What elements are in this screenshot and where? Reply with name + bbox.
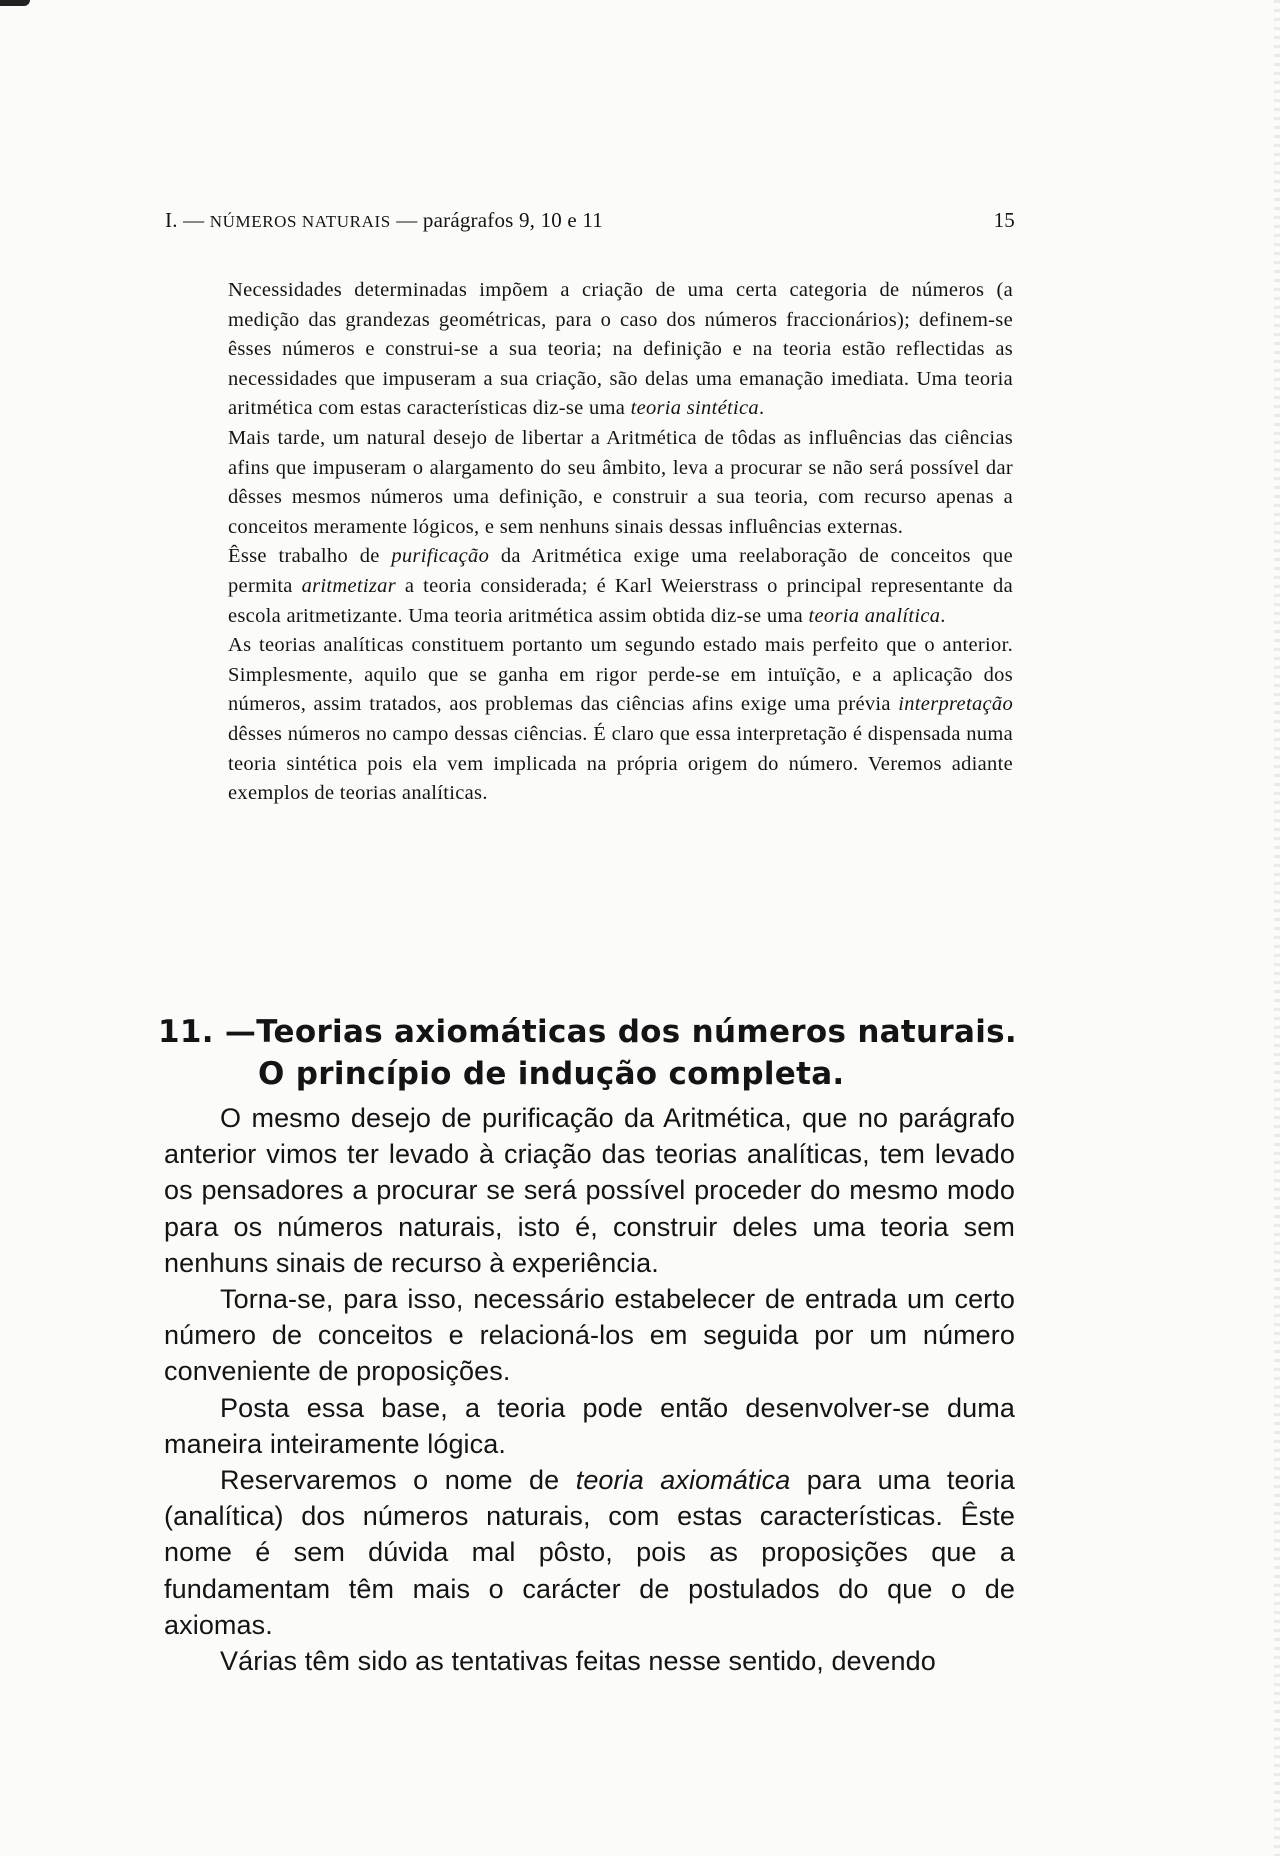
paragraph-text: O mesmo desejo de purificação da Aritmética, que no parágrafo anterior vimos ter levado à criação das teorias analíticas, tem levado os pensadores a procurar se será possível proceder do mesmo modo para os números naturais, isto é, construir deles uma teoria sem nenhuns sinais de recurso à experiência. — [164, 1103, 1015, 1278]
small-paragraph-4 — [228, 631, 1013, 809]
body-paragraph-1 — [164, 1100, 1015, 1281]
paragraph-text: Necessidades determinadas impõem a criação de uma certa categoria de números (a medição das grandezas geométricas, para o caso dos números fraccionários); definem-se êsses números e construi-se a sua teoria; na definição e na teoria estão reflectidas as necessidades que impuseram a sua criação, são delas uma emanação imediata. Uma teoria aritmética com estas características diz-se uma — [228, 279, 1013, 420]
term-aritmetizar: aritmetizar — [301, 574, 397, 597]
small-paragraph-1 — [228, 276, 1013, 424]
body-paragraph-3 — [164, 1390, 1015, 1462]
scan-corner-mark — [0, 0, 30, 6]
paragraph-text: a teoria considerada; é Karl Weierstrass o principal representante da escola aritmetizante. Uma teoria aritmética assim obtida diz-se uma — [228, 574, 1013, 627]
running-head — [165, 205, 1015, 235]
body-paragraph-2 — [164, 1281, 1015, 1390]
scan-edge-artifact — [1274, 0, 1280, 1856]
paragraph-text: As teorias analíticas constituem portanto um segundo estado mais perfeito que o anterior. Simplesmente, aquilo que se ganha em rigor perde-se em intuïção, e a aplicação dos números, assim tratados, aos problemas das ciências afins exige uma prévia — [228, 634, 1013, 716]
section-title-line-1: Teorias axiomáticas dos números naturais. — [256, 1013, 1017, 1050]
term-interpretacao: interpretação — [898, 693, 1013, 716]
paragraph-text: . — [940, 604, 946, 627]
paragraph-text: Êsse trabalho de — [228, 545, 392, 568]
body-paragraph-4 — [164, 1462, 1015, 1643]
term-teoria-axiomatica: teoria axiomática — [575, 1465, 791, 1496]
section-title-line-2: O princípio de indução completa. — [258, 1055, 845, 1092]
section-number: 11. — — [158, 1013, 257, 1050]
term-teoria-analitica: teoria analítica — [808, 604, 941, 627]
chapter-number: I. — — [165, 208, 205, 232]
body-paragraph-5 — [164, 1643, 1015, 1679]
paragraph-text: da Aritmética exige uma reelaboração de conceitos que permita — [228, 545, 1013, 597]
term-purificacao: purificação — [391, 545, 490, 568]
section-heading — [158, 1011, 1028, 1095]
term-teoria-sintetica: teoria sintética — [630, 397, 759, 420]
small-paragraph-2 — [228, 424, 1013, 542]
small-print-block — [228, 276, 1013, 809]
paragraph-text: Mais tarde, um natural desejo de libertar a Aritmética de tôdas as influências das ciências afins que impuseram o alargamento do seu âmbito, leva a procurar se não será possível dar dêsses mesmos números uma definição, e construir a sua teoria, com recurso apenas a conceitos meramente lógicos, e sem nenhuns sinais dessas influências externas. — [228, 426, 1013, 538]
small-paragraph-3 — [228, 542, 1013, 631]
paragraph-text: Várias têm sido as tentativas feitas nesse sentido, devendo — [220, 1646, 936, 1677]
paragraph-text: dêsses números no campo dessas ciências. É claro que essa interpretação é dispensada numa teoria sintética pois ela vem implicada na própria origem do número. Veremos adiante exemplos de teorias analíticas. — [228, 722, 1013, 805]
running-head-left — [165, 205, 603, 237]
paragraph-text: . — [758, 397, 765, 420]
section-heading-line-1 — [158, 1011, 1028, 1053]
paragraph-text: Posta essa base, a teoria pode então desenvolver-se duma maneira inteiramente lógica. — [164, 1392, 1015, 1459]
page-number: 15 — [993, 208, 1015, 232]
paragraph-text: para uma teoria (analítica) dos números naturais, com estas características. Êste nome é sem dúvida mal pôsto, pois as proposições que a fundamentam têm mais o carácter de postulados do que o de axiomas. — [164, 1465, 1015, 1640]
paragraph-text: Reservaremos o nome de — [220, 1465, 576, 1496]
paragraph-text: Torna-se, para isso, necessário estabelecer de entrada um certo número de conceitos e relacioná-los em seguida por um número conveniente de proposições. — [164, 1284, 1015, 1387]
paragraph-range: parágrafos 9, 10 e 11 — [422, 208, 604, 232]
body-text-block — [164, 1100, 1015, 1679]
running-head-dash: — — [396, 208, 418, 232]
chapter-title: NÚMEROS NATURAIS — [209, 212, 391, 231]
